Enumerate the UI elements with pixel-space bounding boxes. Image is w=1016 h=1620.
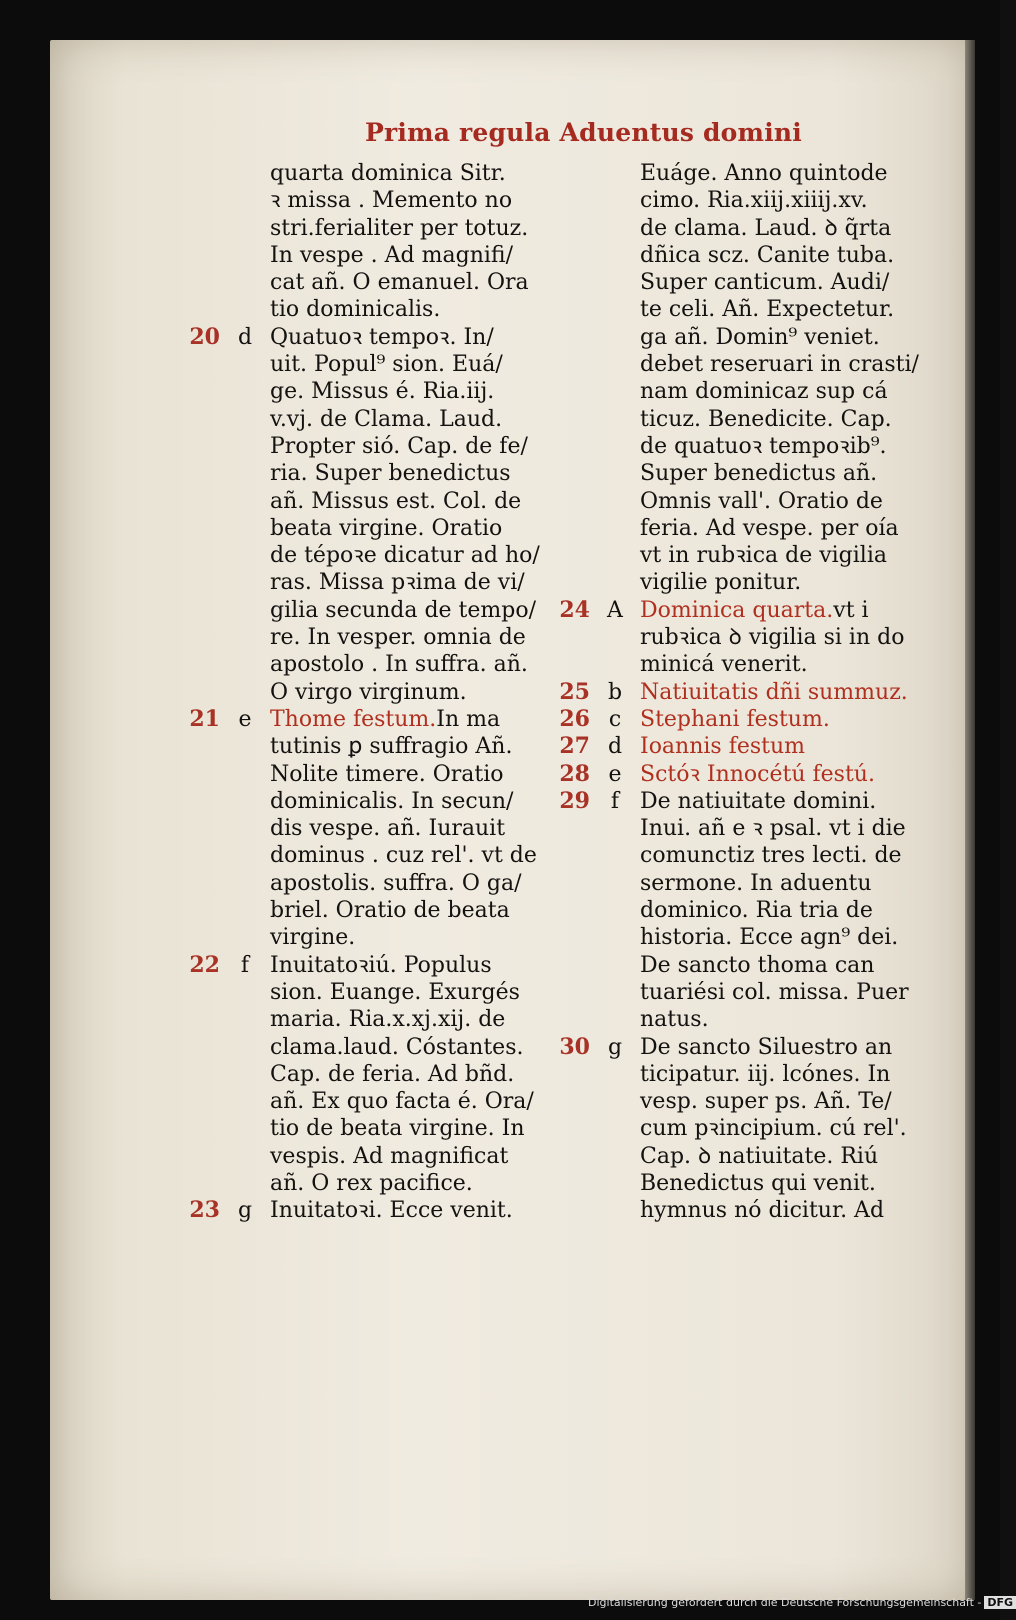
day-number: 21 bbox=[189, 705, 220, 732]
line-text: tutinis ꝑ suffragio Añ. bbox=[270, 734, 513, 760]
line-text: rubꝛica ꝺ vigilia si in do bbox=[640, 625, 905, 651]
line-text: v.vj. de Clama. Laud. bbox=[270, 406, 503, 432]
line-text: cum pꝛincipium. cú rel'. bbox=[640, 1116, 907, 1142]
line-text: minicá venerit. bbox=[640, 652, 808, 678]
text-line bbox=[559, 678, 920, 706]
line-text: añ. O rex pacifice. bbox=[270, 1170, 473, 1196]
line-text: debet reseruari in crasti/ bbox=[640, 352, 919, 378]
line-text: Super canticum. Audi/ bbox=[640, 270, 890, 296]
text-line bbox=[640, 815, 920, 842]
digitization-credit bbox=[588, 1596, 1016, 1609]
rubric-text: Stephani festum. bbox=[640, 706, 830, 732]
text-line bbox=[640, 897, 920, 924]
text-line bbox=[270, 488, 560, 515]
line-text: añ. Missus est. Col. de bbox=[270, 488, 522, 514]
line-text: De natiuitate domini. bbox=[640, 788, 877, 814]
dominical-letter: d bbox=[607, 734, 623, 760]
day-number: 28 bbox=[559, 760, 590, 787]
line-text: de tépoꝛe dicatur ad ho/ bbox=[270, 543, 540, 569]
text-line bbox=[640, 1006, 920, 1033]
line-text: vt in rubꝛica de vigilia bbox=[640, 543, 887, 569]
dominical-letter: f bbox=[240, 952, 250, 978]
line-text: tio de beata virgine. In bbox=[270, 1116, 525, 1142]
text-line bbox=[270, 979, 560, 1006]
rubric-text: Dominica quarta. bbox=[640, 597, 834, 623]
text-line bbox=[270, 215, 560, 242]
line-text: Omnis vall'. Oratio de bbox=[640, 488, 883, 514]
line-text: dominico. Ria tria de bbox=[640, 898, 873, 924]
text-line bbox=[640, 296, 920, 323]
text-line bbox=[270, 1034, 560, 1061]
line-text: ga añ. Domin⁹ veniet. bbox=[640, 324, 880, 350]
text-line bbox=[640, 378, 920, 405]
line-text: feria. Ad vespe. per oía bbox=[640, 515, 899, 541]
text-line bbox=[559, 705, 920, 733]
text-line bbox=[270, 351, 560, 378]
text-line bbox=[270, 679, 560, 706]
text-line bbox=[640, 160, 920, 187]
text-line bbox=[270, 597, 560, 624]
text-line bbox=[640, 488, 920, 515]
line-text: natus. bbox=[640, 1007, 709, 1033]
text-line bbox=[640, 1143, 920, 1170]
line-text: vigilie ponitur. bbox=[640, 570, 802, 596]
text-line bbox=[640, 842, 920, 869]
text-line bbox=[270, 624, 560, 651]
text-line bbox=[640, 269, 920, 296]
text-line bbox=[270, 160, 560, 187]
text-line bbox=[559, 1033, 920, 1061]
text-line bbox=[270, 1143, 560, 1170]
rubric-text: Ioannis festum bbox=[640, 734, 806, 760]
text-line bbox=[640, 351, 920, 378]
text-line bbox=[270, 515, 560, 542]
line-text: te celi. Añ. Expectetur. bbox=[640, 297, 895, 323]
dominical-letter: g bbox=[237, 1198, 253, 1224]
text-line bbox=[640, 187, 920, 214]
text-line bbox=[270, 924, 560, 951]
line-text: clama.laud. Cóstantes. bbox=[270, 1034, 524, 1060]
line-text: sermone. In aduentu bbox=[640, 870, 872, 896]
text-line bbox=[270, 870, 560, 897]
text-line bbox=[640, 215, 920, 242]
line-text: historia. Ecce agn⁹ dei. bbox=[640, 925, 899, 951]
day-number: 30 bbox=[559, 1033, 590, 1060]
line-text: vespis. Ad magnificat bbox=[270, 1143, 509, 1169]
line-text: Inui. añ e ꝛ psal. vt i die bbox=[640, 816, 906, 842]
line-text: hymnus nó dicitur. Ad bbox=[640, 1198, 885, 1224]
line-text: ticuz. Benedicite. Cap. bbox=[640, 406, 892, 432]
text-line bbox=[270, 269, 560, 296]
text-line bbox=[270, 815, 560, 842]
line-text: virgine. bbox=[270, 925, 356, 951]
line-text: tuariési col. missa. Puer bbox=[640, 979, 909, 1005]
text-line bbox=[640, 542, 920, 569]
text-line bbox=[270, 433, 560, 460]
text-line bbox=[270, 651, 560, 678]
text-line bbox=[640, 1115, 920, 1142]
text-line bbox=[270, 378, 560, 405]
line-text: stri.ferialiter per totuz. bbox=[270, 215, 529, 241]
day-number: 26 bbox=[559, 705, 590, 732]
text-line bbox=[270, 1088, 560, 1115]
text-line bbox=[640, 624, 920, 651]
text-line bbox=[559, 760, 920, 788]
text-line bbox=[270, 842, 560, 869]
dominical-letter: e bbox=[608, 761, 622, 787]
text-line bbox=[270, 761, 560, 788]
text-line bbox=[270, 187, 560, 214]
dominical-letter: A bbox=[607, 597, 623, 623]
left-column bbox=[189, 160, 560, 1225]
text-line bbox=[189, 705, 560, 733]
line-text: Inuitatoꝛi. Ecce venit. bbox=[270, 1198, 513, 1224]
line-text: Quatuoꝛ tempoꝛ. In/ bbox=[270, 324, 494, 350]
line-text: comunctiz tres lecti. de bbox=[640, 843, 902, 869]
line-text: de quatuoꝛ tempoꝛib⁹. bbox=[640, 433, 887, 459]
line-text: dis vespe. añ. Iurauit bbox=[270, 816, 506, 842]
day-number: 29 bbox=[559, 787, 590, 814]
line-text-tail: In ma bbox=[436, 706, 501, 732]
text-line bbox=[270, 242, 560, 269]
line-text: sion. Euange. Exurgés bbox=[270, 979, 520, 1005]
text-line bbox=[559, 733, 920, 760]
text-line bbox=[640, 1170, 920, 1197]
line-text: O virgo virginum. bbox=[270, 679, 467, 705]
line-text: apostolo . In suffra. añ. bbox=[270, 652, 528, 678]
text-line bbox=[640, 1197, 920, 1224]
line-text: apostolis. suffra. O ga/ bbox=[270, 870, 522, 896]
line-text: de clama. Laud. ꝺ q̃rta bbox=[640, 215, 892, 241]
line-text: ras. Missa pꝛima de vi/ bbox=[270, 570, 525, 596]
rubric-text: Natiuitatis dñi summuz. bbox=[640, 679, 908, 705]
day-number: 20 bbox=[189, 323, 220, 350]
text-line bbox=[640, 569, 920, 596]
line-text: briel. Oratio de beata bbox=[270, 898, 510, 924]
line-text: tio dominicalis. bbox=[270, 297, 441, 323]
line-text: Cap. ꝺ natiuitate. Riú bbox=[640, 1143, 879, 1169]
text-line bbox=[559, 596, 920, 624]
line-text: Nolite timere. Oratio bbox=[270, 761, 504, 787]
line-text: Super benedictus añ. bbox=[640, 461, 878, 487]
dominical-letter: e bbox=[238, 706, 252, 732]
dominical-letter: c bbox=[608, 706, 622, 732]
line-text: dñica scz. Canite tuba. bbox=[640, 242, 895, 268]
line-text: beata virgine. Oratio bbox=[270, 515, 503, 541]
text-line bbox=[640, 924, 920, 951]
text-line bbox=[640, 651, 920, 678]
text-line bbox=[270, 1170, 560, 1197]
line-text: dominus . cuz rel'. vt de bbox=[270, 843, 537, 869]
page-edge bbox=[965, 40, 975, 1600]
line-text: gilia secunda de tempo/ bbox=[270, 597, 537, 623]
text-line bbox=[640, 242, 920, 269]
dominical-letter: d bbox=[237, 324, 253, 350]
text-line bbox=[640, 979, 920, 1006]
line-text: De sancto Siluestro an bbox=[640, 1034, 893, 1060]
text-line bbox=[270, 1061, 560, 1088]
day-number: 25 bbox=[559, 678, 590, 705]
page-heading: Prima regula Aduentus domini bbox=[365, 118, 802, 147]
line-text: quarta dominica Sitr. bbox=[270, 161, 506, 186]
text-line bbox=[270, 897, 560, 924]
text-line bbox=[270, 733, 560, 760]
text-line bbox=[270, 569, 560, 596]
dfg-logo: DFG bbox=[984, 1596, 1016, 1609]
line-text: Euáge. Anno quintode bbox=[640, 161, 888, 186]
day-number: 22 bbox=[189, 951, 220, 978]
dominical-letter: f bbox=[610, 788, 620, 814]
text-line bbox=[640, 406, 920, 433]
credit-text: Digitalisierung gefördert durch die Deutsche Forschungsgemeinschaft - bbox=[588, 1596, 982, 1609]
line-text: Inuitatoꝛiú. Populus bbox=[270, 952, 492, 978]
right-column bbox=[559, 160, 920, 1225]
dominical-letter: g bbox=[607, 1034, 623, 1060]
line-text: De sancto thoma can bbox=[640, 952, 875, 978]
line-text: nam dominicaz sup cá bbox=[640, 379, 888, 405]
rubric-text: Thome festum. bbox=[270, 706, 437, 732]
line-text: ge. Missus é. Ria.iij. bbox=[270, 379, 495, 405]
text-line bbox=[640, 952, 920, 979]
line-text: añ. Ex quo facta é. Ora/ bbox=[270, 1089, 534, 1115]
line-text: Cap. de feria. Ad bñd. bbox=[270, 1061, 515, 1087]
text-line bbox=[559, 787, 920, 815]
line-text: vesp. super ps. Añ. Te/ bbox=[640, 1089, 892, 1115]
line-text: cat añ. O emanuel. Ora bbox=[270, 270, 529, 296]
text-line bbox=[270, 1115, 560, 1142]
day-number: 27 bbox=[559, 733, 590, 760]
text-line bbox=[189, 323, 560, 351]
text-line bbox=[270, 788, 560, 815]
line-text: Benedictus qui venit. bbox=[640, 1170, 876, 1196]
dominical-letter: b bbox=[607, 679, 623, 705]
line-text: re. In vesper. omnia de bbox=[270, 625, 526, 651]
line-text: ꝛ missa . Memento no bbox=[270, 188, 513, 214]
text-line bbox=[640, 1088, 920, 1115]
line-text: In vespe . Ad magnifi/ bbox=[270, 242, 513, 268]
line-text: Propter sió. Cap. de fe/ bbox=[270, 433, 528, 459]
text-line bbox=[270, 542, 560, 569]
text-line bbox=[640, 1061, 920, 1088]
line-text: uit. Popul⁹ sion. Euá/ bbox=[270, 352, 503, 378]
text-line bbox=[189, 951, 560, 979]
line-text: dominicalis. In secun/ bbox=[270, 788, 514, 814]
day-number: 23 bbox=[189, 1197, 220, 1224]
line-text: cimo. Ria.xiij.xiiij.xv. bbox=[640, 188, 868, 214]
text-line bbox=[640, 515, 920, 542]
line-text: ticipatur. iij. lcónes. In bbox=[640, 1061, 891, 1087]
text-line bbox=[640, 324, 920, 351]
line-text-tail: vt i bbox=[833, 597, 869, 623]
line-text: maria. Ria.x.xj.xij. de bbox=[270, 1007, 506, 1033]
text-line bbox=[189, 1197, 560, 1224]
text-line bbox=[640, 460, 920, 487]
text-line bbox=[270, 460, 560, 487]
text-line bbox=[270, 296, 560, 323]
rubric-text: Sctóꝛ Innocétú festú. bbox=[640, 761, 875, 787]
day-number: 24 bbox=[559, 596, 590, 623]
text-line bbox=[270, 1006, 560, 1033]
text-line bbox=[640, 433, 920, 460]
text-line bbox=[640, 870, 920, 897]
text-line bbox=[270, 406, 560, 433]
line-text: ria. Super benedictus bbox=[270, 461, 511, 487]
